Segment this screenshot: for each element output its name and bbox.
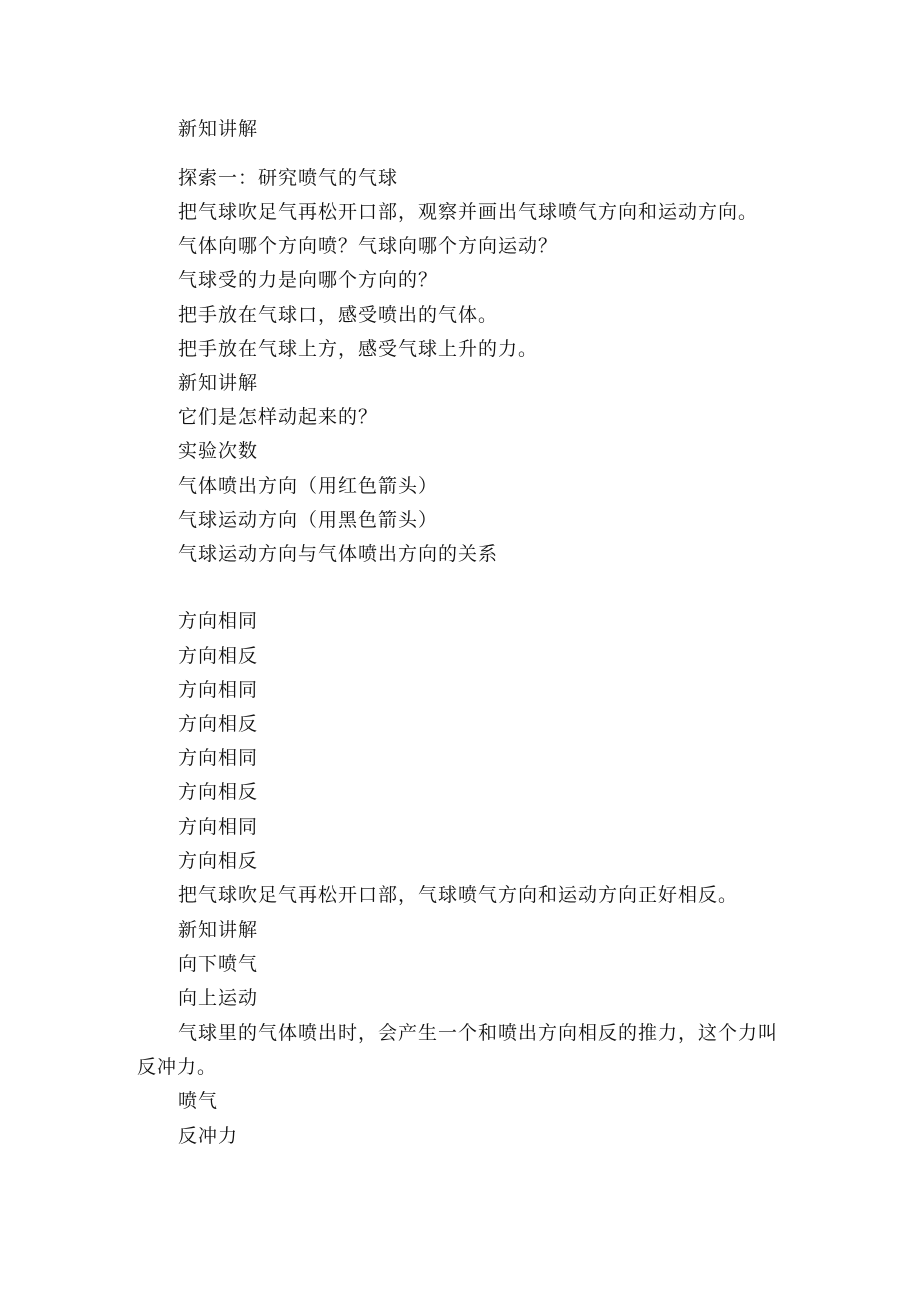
conclusion-line: 把气球吹足气再松开口部，气球喷气方向和运动方向正好相反。 bbox=[178, 884, 739, 906]
table-cell: 方向相反 bbox=[178, 781, 259, 803]
exploration-title: 探索一：研究喷气的气球 bbox=[178, 167, 399, 189]
table-cell: 方向相同 bbox=[178, 610, 259, 632]
diagram-label: 向下喷气 bbox=[178, 953, 259, 975]
text-line: 气球受的力是向哪个方向的？ bbox=[178, 269, 439, 291]
table-header: 气体喷出方向（用红色箭头） bbox=[178, 475, 439, 497]
table-header: 气球运动方向（用黑色箭头） bbox=[178, 509, 439, 531]
text-line: 把气球吹足气再松开口部，观察并画出气球喷气方向和运动方向。 bbox=[178, 201, 759, 223]
text-line: 把手放在气球上方，感受气球上升的力。 bbox=[178, 338, 539, 360]
table-header: 实验次数 bbox=[178, 440, 259, 462]
diagram-label: 向上运动 bbox=[178, 987, 259, 1009]
table-cell: 方向相反 bbox=[178, 713, 259, 735]
section-heading: 新知讲解 bbox=[178, 919, 259, 941]
table-cell: 方向相同 bbox=[178, 679, 259, 701]
definition-paragraph: 气球里的气体喷出时，会产生一个和喷出方向相反的推力，这个力叫反冲力。 bbox=[137, 1022, 779, 1078]
section-heading: 新知讲解 bbox=[178, 118, 259, 140]
table-header: 气球运动方向与气体喷出方向的关系 bbox=[178, 543, 499, 565]
table-cell: 方向相反 bbox=[178, 645, 259, 667]
text-line: 气体向哪个方向喷？气球向哪个方向运动？ bbox=[178, 235, 559, 257]
text-line: 它们是怎样动起来的？ bbox=[178, 406, 379, 428]
diagram-label: 反冲力 bbox=[178, 1125, 239, 1147]
table-cell: 方向相反 bbox=[178, 850, 259, 872]
table-cell: 方向相同 bbox=[178, 747, 259, 769]
diagram-label: 喷气 bbox=[178, 1090, 219, 1112]
text-line: 把手放在气球口，感受喷出的气体。 bbox=[178, 304, 499, 326]
section-heading: 新知讲解 bbox=[178, 372, 259, 394]
table-cell: 方向相同 bbox=[178, 816, 259, 838]
